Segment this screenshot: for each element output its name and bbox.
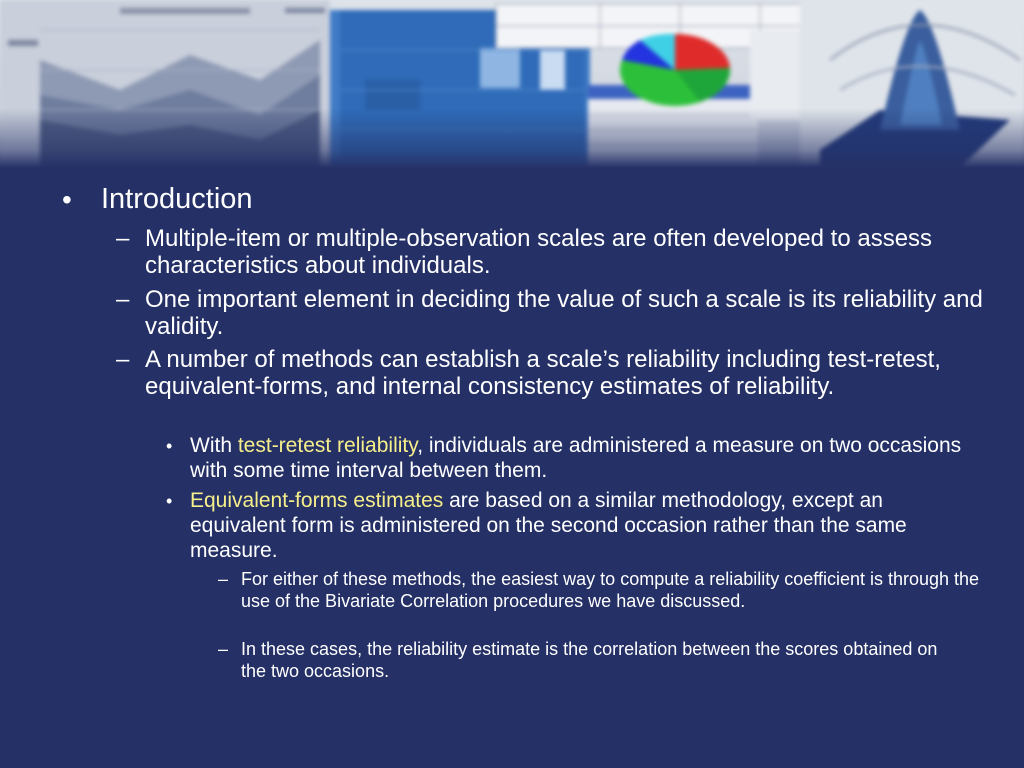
dash-marker-l2-1: – [116, 225, 130, 252]
bullet-marker-l3-1: • [166, 436, 173, 456]
list-item-l3-2 [190, 488, 970, 563]
highlight-term: Equivalent-forms estimates [190, 489, 444, 512]
heading-introduction: Introduction [101, 183, 253, 215]
dash-marker-l2-2: – [116, 286, 130, 313]
list-item-l2-3: A number of methods can establish a scale’s reliability including test-retest, equivalent-forms, and internal consistency estimates of reliability. [145, 346, 941, 400]
list-item-l3-1 [190, 433, 980, 483]
bullet-marker-l3-2: • [166, 491, 173, 511]
bullet-marker-l1: • [62, 184, 72, 215]
dash-marker-l4-1: – [218, 569, 229, 589]
text-before: With [190, 434, 238, 457]
text-after: are based on a similar methodology, except an equivalent form is administered on the second occasion rather than the same measure. [190, 489, 907, 562]
highlight-term: test-retest reliability [237, 434, 418, 457]
list-item-l4-1: For either of these methods, the easiest way to compute a reliability coefficient is through the use of the Bivariate Correlation procedures we have discussed. [241, 569, 980, 611]
list-item-l2-2: One important element in deciding the value of such a scale is its reliability and validity. [145, 286, 983, 340]
list-item-l4-2: In these cases, the reliability estimate is the correlation between the scores obtained on the two occasions. [241, 639, 938, 681]
dash-marker-l2-3: – [116, 346, 130, 373]
list-item-l2-1: Multiple-item or multiple-observation scales are often developed to assess characteristics about individuals. [145, 225, 933, 279]
dash-marker-l4-2: – [218, 639, 229, 659]
text-after: , individuals are administered a measure on two occasions with some time interval between them. [190, 434, 962, 482]
